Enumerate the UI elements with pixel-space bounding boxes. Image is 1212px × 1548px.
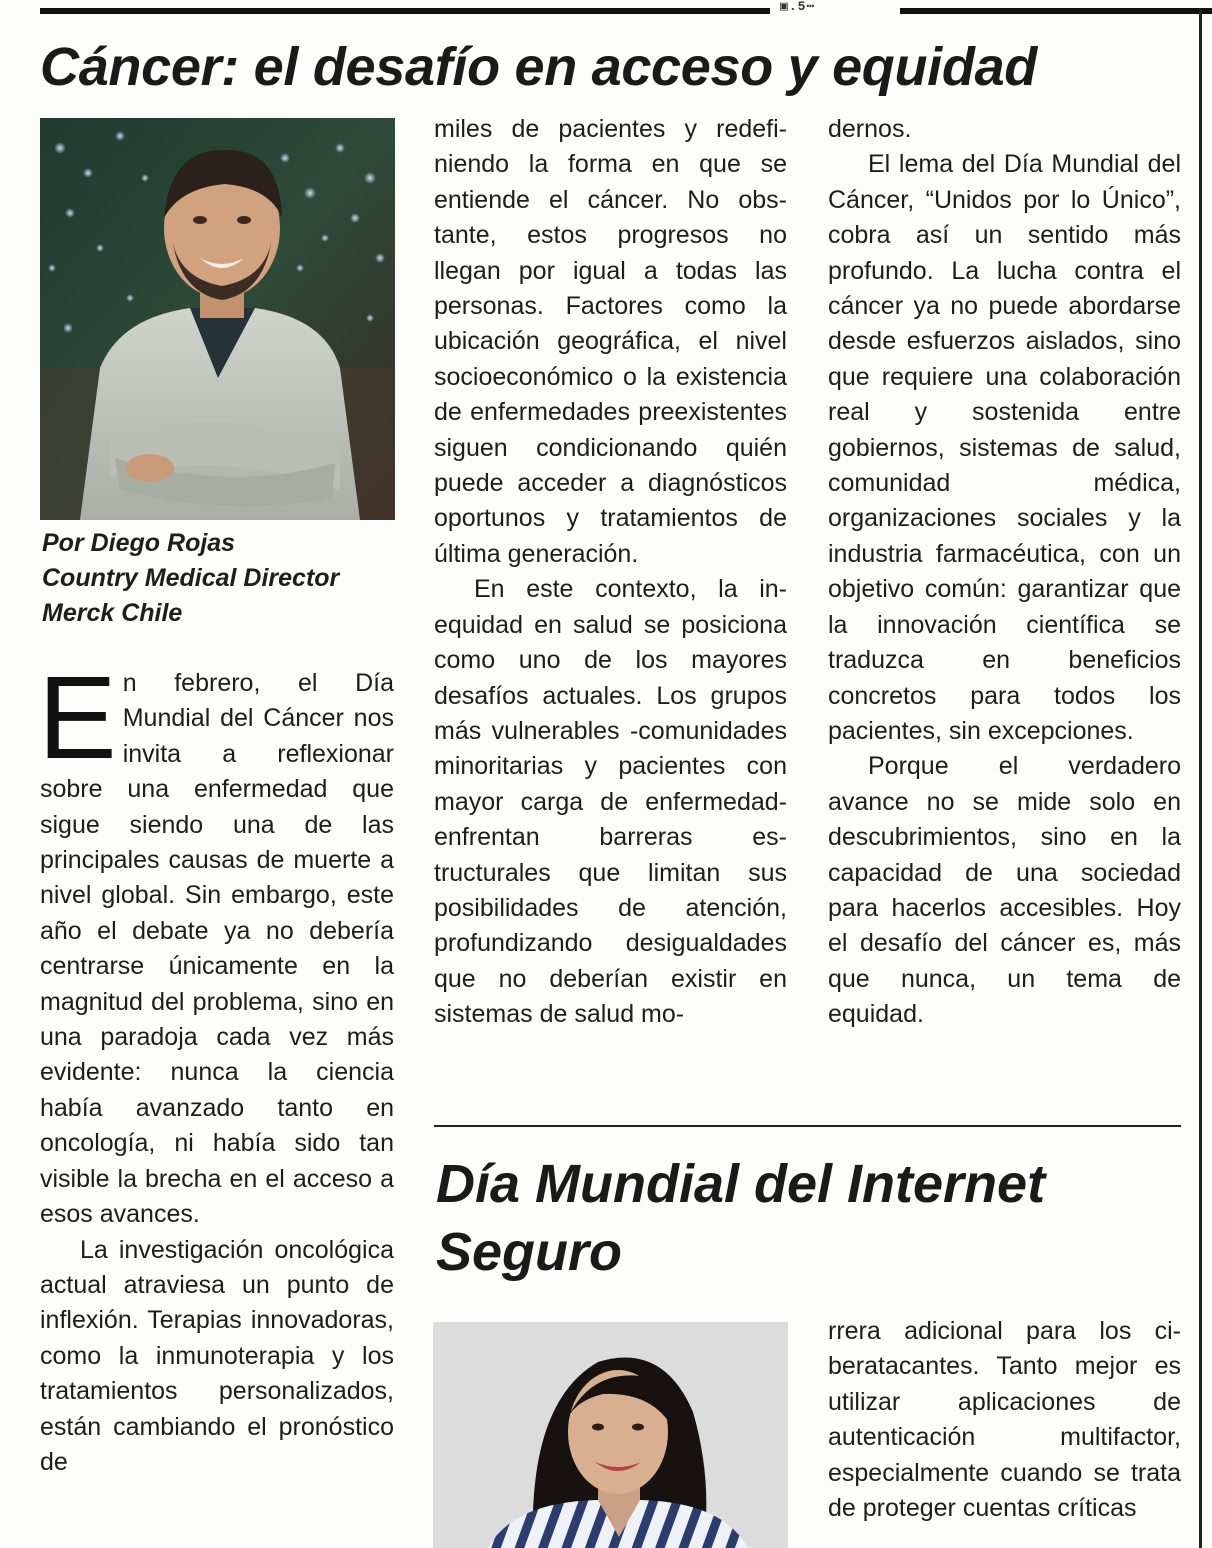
second-article-column bbox=[828, 1314, 1181, 1526]
author-photo-second-article bbox=[433, 1322, 788, 1548]
byline bbox=[42, 526, 402, 631]
paragraph: dernos. bbox=[828, 115, 912, 143]
second-article-headline: Día Mundial del Internet Seguro bbox=[436, 1154, 1046, 1282]
article-column-3 bbox=[828, 112, 1181, 1033]
author-photo-diego-rojas bbox=[40, 118, 395, 520]
paragraph: El lema del Día Mundial del Cáncer, “Unidos por lo Único”, cobra así un sentido más profundo. La lucha contra el cáncer ya no puede abordarse desde esfuerzos aislados, sino que requiere una colaboración real y sostenida entre gobiernos, sistemas de salud, comunidad médica, organizaciones sociales y la industria farmacéutica, con un objetivo común: garantizar que la innovación científica se traduzca en beneficios concretos para todos los pacientes, sin excepciones. bbox=[828, 150, 1181, 745]
paragraph: Porque el verdadero avance no se mide solo en descubrimientos, sino en la capacidad de una sociedad para hacerlos accesibles. Hoy el desafío del cáncer es, más que nunca, un tema de equidad. bbox=[828, 752, 1181, 1029]
article-headline: Cáncer: el desafío en acceso y equidad bbox=[40, 37, 1037, 97]
article-column-1 bbox=[38, 652, 394, 1480]
byline-role: Country Medical Director bbox=[42, 564, 340, 592]
page-edge-rule bbox=[1199, 8, 1202, 1548]
paragraph: En este contexto, la inequidad en salud se posiciona como uno de los mayores desafíos actuales. Los grupos más vulnerables -comunidades minoritarias y pacientes con mayor carga de enfermedad- enfrentan barreras estructurales que limitan sus posibilidades de atención, profundizando desigualdades que no deberían existir en sistemas de salud mo- bbox=[434, 575, 787, 1029]
top-rule-left bbox=[40, 8, 770, 14]
masthead-mark: ▣.5⋯ bbox=[780, 0, 816, 14]
top-rule-right bbox=[900, 8, 1212, 14]
paragraph: miles de pacientes y redefiniendo la forma en que se entiende el cáncer. No obstante, estos progresos no llegan por igual a todas las personas. Factores como la ubicación geográfica, el nivel socioeconómico o la existencia de enfermedades preexistentes siguen condicionando quién puede acceder a diagnósticos oportunos y tratamientos de última generación. bbox=[434, 115, 787, 568]
byline-company: Merck Chile bbox=[42, 599, 183, 627]
drop-cap: E bbox=[38, 652, 117, 784]
byline-author: Por Diego Rojas bbox=[42, 529, 236, 557]
paragraph: rrera adicional para los ciberatacantes. Tanto mejor es utilizar aplicaciones de autenticación multifactor, especialmente cuando se trata de proteger cuentas críticas bbox=[828, 1317, 1181, 1523]
paragraph: n febrero, el Día Mundial del Cáncer nos invita a reflexionar sobre una enfermedad que sigue siendo una de las principales causas de muerte a nivel global. Sin embargo, este año el debate ya no debería centrarse únicamente en la magnitud del problema, sino en una paradoja cada vez más evidente: nunca la ciencia había avanzado tanto en oncología, ni había sido tan visible la brecha en el acceso a esos avances. bbox=[40, 669, 394, 1229]
section-divider bbox=[434, 1125, 1181, 1127]
article-column-2 bbox=[434, 112, 787, 1033]
paragraph: La investigación oncológica actual atraviesa un punto de inflexión. Terapias innovadoras, como la inmunoterapia y los tratamientos personalizados, están cambiando el pronóstico de bbox=[40, 1235, 394, 1476]
